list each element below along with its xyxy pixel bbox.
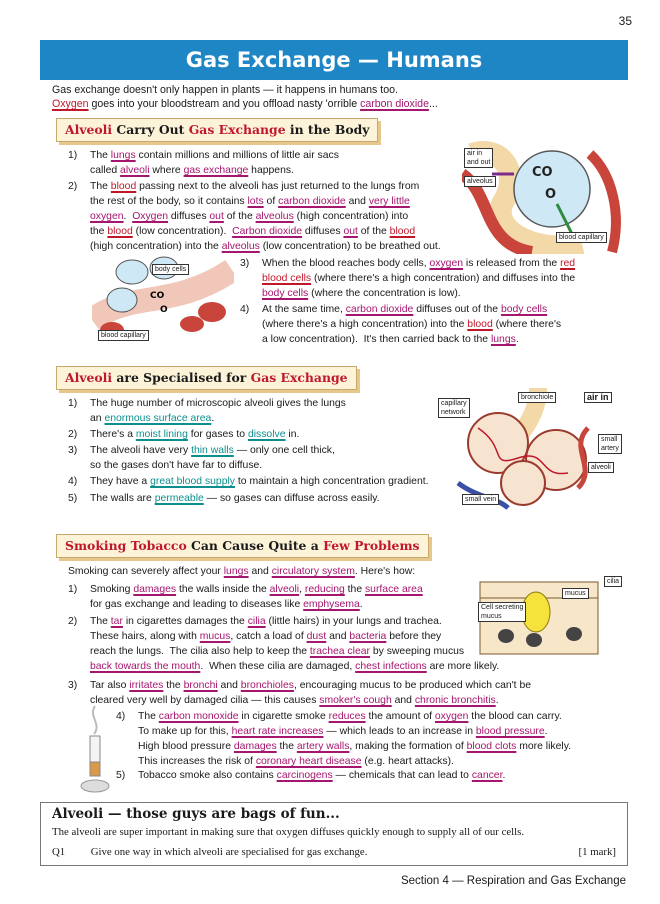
body-cells-diagram	[92, 250, 234, 342]
section-heading-smoking	[56, 534, 429, 558]
text-run: The	[90, 150, 111, 161]
text-run: an	[90, 413, 105, 424]
text-run: is released from the	[463, 258, 561, 269]
question-mark: [1 mark]	[578, 846, 616, 858]
text-line	[262, 302, 561, 317]
text-run: . When these cilia are damaged,	[200, 661, 356, 672]
intro-line-2	[52, 97, 438, 111]
text-run: in cigarette smoke	[238, 711, 329, 722]
keyword: oxygen	[434, 711, 469, 722]
alveoli-label: alveoli	[588, 462, 614, 473]
text-run: , encouraging mucus to be produced which can't be	[293, 680, 532, 691]
text-run: They have a	[90, 476, 151, 487]
keyword: moist lining	[135, 429, 188, 440]
air-in-out-label: air in and out	[464, 148, 493, 168]
keyword: trachea clear	[309, 646, 370, 657]
body-cells-label: body cells	[152, 264, 189, 275]
text-run: This increases the risk of	[138, 756, 256, 767]
keyword: cancer	[471, 770, 503, 781]
text-line	[262, 271, 575, 286]
point-4: 4) At the same time, carbon dioxide diffuses out of the body cells (where there's a high concentration) into the blood (where there's a low concentration). It's then carried back to the lungs.	[240, 304, 562, 345]
keyword: out	[209, 211, 224, 222]
keyword: great blood supply	[150, 476, 235, 487]
text-run: the	[276, 741, 297, 752]
text-run: the	[344, 584, 365, 595]
text-line	[90, 458, 335, 473]
cilia-label: cilia	[604, 576, 622, 587]
text-line	[90, 597, 423, 612]
small-vein-label: small vein	[462, 494, 499, 505]
text-run: To make up for this,	[138, 726, 232, 737]
text-run: called	[90, 165, 121, 176]
text-line	[90, 644, 499, 659]
keyword: Oxygen	[52, 98, 89, 110]
keyword: reduces	[328, 711, 366, 722]
text-run: The	[138, 711, 159, 722]
text-run: diffuses out of the	[413, 304, 501, 315]
text-run: These hairs, along with	[90, 631, 200, 642]
keyword: blood	[467, 319, 493, 330]
text-line	[138, 739, 571, 754]
text-run: diffuses	[302, 226, 344, 237]
text-line	[90, 629, 499, 644]
text-run: are more likely.	[426, 661, 500, 672]
keyword: tar	[110, 616, 123, 627]
summary-heading: Alveoli — those guys are bags of fun...	[52, 806, 340, 822]
keyword: emphysema	[303, 599, 360, 610]
heading-highlight: Smoking Tobacco	[65, 538, 187, 553]
text-line	[262, 317, 561, 332]
text-run: of the	[223, 211, 256, 222]
text-run: (high concentration) into	[293, 211, 409, 222]
keyword: damages	[233, 741, 277, 752]
smoke-point-4: 4) The carbon monoxide in cigarette smoke reduces the amount of oxygen the blood can carry. To make up for this, heart rate increases — which leads to an increase in blood pressure. High blood pressure damages the artery walls, making the formation of blood clots more likely. This increases the risk of coronary heart disease (e.g. heart attacks).	[116, 711, 572, 767]
point-2: 2) The blood passing next to the alveoli has just returned to the lungs from the rest of the body, so it contains lots of carbon dioxide and very little oxygen. Oxygen diffuses out of the alveolus (high concentration) into the blood (low concentration). Carbon dioxide diffuses out of the blood (high concentration) into the alveolus (low concentration) to be breathed out.	[68, 181, 441, 252]
text-run: happens.	[248, 165, 294, 176]
smoke-point-1: 1) Smoking damages the walls inside the alveoli, reducing the surface area for gas exchange and leading to diseases like emphysema.	[68, 584, 423, 610]
text-run: more likely.	[516, 741, 572, 752]
heading-highlight: Gas Exchange	[250, 370, 348, 385]
keyword: damages	[133, 584, 177, 595]
text-run: where	[149, 165, 184, 176]
capillary-network-label: capillary network	[438, 398, 470, 418]
text-line	[90, 678, 531, 693]
text-run: Tobacco smoke also contains	[138, 770, 277, 781]
text-run: Tar also	[90, 680, 130, 691]
text-run: (low concentration).	[132, 226, 233, 237]
text-run: before they	[386, 631, 442, 642]
smoking-intro	[68, 564, 415, 579]
text-line	[90, 396, 346, 411]
text-line	[262, 256, 575, 271]
text-run: .	[359, 599, 363, 610]
keyword: enormous surface area	[104, 413, 212, 424]
text-run: in.	[285, 429, 300, 440]
text-line	[90, 693, 531, 708]
text-line	[90, 582, 423, 597]
text-run: by sweeping mucus	[369, 646, 465, 657]
text-line	[90, 411, 346, 426]
keyword: lungs	[490, 334, 516, 345]
text-line	[90, 427, 299, 442]
text-run: At the same time,	[262, 304, 346, 315]
text-line	[138, 768, 505, 783]
keyword: body cells	[262, 288, 309, 299]
keyword: blood pressure	[475, 726, 545, 737]
text-run: (where there's	[492, 319, 562, 330]
text-line	[90, 224, 441, 239]
page-number: 35	[618, 14, 632, 28]
text-run: for gas exchange and leading to diseases like	[90, 599, 304, 610]
text-run: Carry Out	[112, 122, 189, 137]
text-line	[90, 614, 499, 629]
heading-highlight: Gas Exchange	[188, 122, 286, 137]
keyword: Oxygen	[132, 211, 168, 222]
text-line	[90, 163, 339, 178]
cilia-diagram	[476, 568, 626, 656]
keyword: dissolve	[247, 429, 286, 440]
text-run: the rest of the body, so it contains	[90, 196, 248, 207]
keyword: blood	[389, 226, 416, 237]
text-line	[90, 194, 441, 209]
text-run: and	[217, 680, 241, 691]
cigarette-illustration	[78, 702, 112, 794]
text-run: in cigarettes damages the	[122, 616, 248, 627]
keyword: alveolus	[255, 211, 294, 222]
text-run: (e.g. heart attacks).	[361, 756, 454, 767]
heading-highlight: Alveoli	[65, 122, 113, 137]
smoke-point-3: 3) Tar also irritates the bronchi and bronchioles, encouraging mucus to be produced which can't be cleared very well by damaged cilia — this causes smoker's cough and chronic bronchitis.	[68, 680, 532, 706]
heading-highlight: Few Problems	[323, 538, 420, 553]
keyword: chest infections	[355, 661, 427, 672]
mucus-cell-label: Cell secreting mucus	[478, 602, 526, 622]
keyword: gas exchange	[183, 165, 249, 176]
text-run: , making the formation of	[349, 741, 467, 752]
keyword: lots	[247, 196, 264, 207]
keyword: very little	[368, 196, 410, 207]
keyword: chronic bronchitis	[414, 695, 496, 706]
text-line	[90, 179, 441, 194]
keyword: blood	[107, 226, 133, 237]
text-line	[138, 709, 571, 724]
spec-point-1: 1) The huge number of microscopic alveoli gives the lungs an enormous surface area.	[68, 398, 346, 424]
text-run: — so gases can diffuse across easily.	[203, 493, 380, 504]
blood-capillary-label: blood capillary	[556, 232, 607, 243]
heading-highlight: Alveoli	[65, 370, 113, 385]
keyword: carbon dioxide	[345, 304, 414, 315]
air-in-label: air in	[584, 392, 612, 403]
alveolus-label: alveolus	[464, 176, 496, 187]
text-line	[90, 443, 335, 458]
text-run: of	[263, 196, 279, 207]
text-run: reach the lungs. The cilia also help to keep the	[90, 646, 310, 657]
keyword: heart rate increases	[231, 726, 324, 737]
question-number: Q1	[52, 846, 66, 858]
question-text: Give one way in which alveoli are specialised for gas exchange.	[90, 846, 368, 858]
text-run: goes into your bloodstream and you offload nasty 'orrible	[88, 98, 361, 110]
text-run: to maintain a high concentration gradient.	[235, 476, 429, 487]
spec-point-3: 3) The alveoli have very thin walls — only one cell thick, so the gases don't have far to diffuse.	[68, 445, 335, 471]
text-run: diffuses	[168, 211, 210, 222]
keyword: Carbon dioxide	[232, 226, 303, 237]
intro-line-1: Gas exchange doesn't only happen in plants — it happens in humans too.	[52, 84, 398, 96]
keyword: back towards the mouth	[90, 661, 201, 672]
keyword: circulatory system	[271, 566, 355, 577]
text-run: the amount of	[365, 711, 435, 722]
keyword: blood cells	[262, 273, 312, 284]
text-run: in the Body	[285, 122, 370, 137]
text-run: and	[248, 566, 272, 577]
text-run: ...	[428, 98, 438, 110]
text-line	[90, 148, 339, 163]
co-label: CO	[532, 165, 553, 180]
keyword: lungs	[110, 150, 136, 161]
text-run: the	[90, 226, 108, 237]
text-run: Smoking	[90, 584, 134, 595]
section-heading-alveoli-gas-exchange	[56, 118, 378, 142]
small-artery-label: small artery	[598, 434, 622, 454]
text-run: .	[211, 413, 215, 424]
text-run: and	[326, 631, 350, 642]
text-line	[90, 209, 441, 224]
text-run: .	[495, 695, 499, 706]
keyword: smoker's cough	[319, 695, 392, 706]
o-label: O	[545, 187, 557, 202]
text-run: Can Cause Quite a	[186, 538, 324, 553]
keyword: oxygen	[90, 211, 124, 222]
keyword: blood	[110, 181, 137, 192]
text-run: .	[515, 334, 519, 345]
text-run: The walls are	[90, 493, 155, 504]
text-run: Smoking can severely affect your	[68, 566, 224, 577]
smoke-point-2: 2) The tar in cigarettes damages the cilia (little hairs) in your lungs and trachea. These hairs, along with mucus, catch a load of dust and bacteria before they reach the lungs. The cilia also help to keep the trachea clear by sweeping mucus back towards the mouth. When these cilia are damaged, chest infections are more likely.	[68, 616, 500, 672]
text-run: .	[502, 770, 506, 781]
text-line	[138, 754, 571, 769]
alveoli-cluster-diagram	[438, 388, 626, 510]
intro	[52, 83, 438, 111]
text-run: (low concentration) to be breathed out.	[259, 241, 441, 252]
text-line	[138, 724, 571, 739]
mucus-label: mucus	[562, 588, 589, 599]
text-run: ,	[299, 584, 305, 595]
point-1: 1) The lungs contain millions and millions of little air sacs called alveoli where gas exchange happens.	[68, 150, 339, 176]
spec-point-2: 2) There's a moist lining for gases to dissolve in.	[68, 429, 300, 440]
text-run: The	[90, 181, 111, 192]
keyword: bronchioles	[240, 680, 294, 691]
text-run: a low concentration). It's then carried back to the	[262, 334, 491, 345]
text-run: the blood can carry.	[468, 711, 562, 722]
keyword: alveolus	[221, 241, 260, 252]
text-run: High blood pressure	[138, 741, 234, 752]
keyword: irritates	[129, 680, 164, 691]
page-title: Gas Exchange — Humans	[40, 40, 628, 80]
text-line	[262, 332, 561, 347]
section-footer: Section 4 — Respiration and Gas Exchange	[400, 875, 626, 887]
text-run: and	[345, 196, 369, 207]
keyword: carcinogens	[276, 770, 333, 781]
text-run: (high concentration) into the	[90, 241, 222, 252]
text-run: (little hairs) in your lungs and trachea.	[265, 616, 442, 627]
keyword: oxygen	[429, 258, 464, 269]
section-heading-alveoli-specialised	[56, 366, 357, 390]
text-run: — only one cell thick,	[233, 445, 335, 456]
keyword: alveoli	[120, 165, 150, 176]
keyword: permeable	[154, 493, 204, 504]
keyword: lungs	[223, 566, 249, 577]
text-run: — which leads to an increase in	[323, 726, 476, 737]
text-run: The alveoli have very	[90, 445, 192, 456]
keyword: bronchi	[183, 680, 218, 691]
keyword: carbon dioxide	[278, 196, 346, 207]
question-row	[52, 846, 616, 858]
keyword: artery walls	[296, 741, 350, 752]
text-run: The huge number of microscopic alveoli gives the lungs	[90, 398, 346, 409]
text-run: . Here's how:	[354, 566, 416, 577]
text-run: so the gases don't have far to diffuse.	[90, 460, 263, 471]
summary-text: The alveoli are super important in making sure that oxygen diffuses quickly enough to supply all of our cells.	[52, 826, 525, 838]
smoke-point-5: 5) Tobacco smoke also contains carcinogens — chemicals that can lead to cancer.	[116, 770, 506, 781]
text-line	[90, 491, 380, 506]
co-label-2: CO	[150, 291, 165, 301]
text-run: are Specialised for	[112, 370, 251, 385]
text-run: for gases to	[187, 429, 248, 440]
text-run: cleared very well by damaged cilia — this causes	[90, 695, 320, 706]
keyword: reducing	[304, 584, 345, 595]
text-run: the	[163, 680, 184, 691]
text-line	[90, 474, 429, 489]
text-line	[262, 286, 575, 301]
text-line	[90, 659, 499, 674]
keyword: carbon dioxide	[360, 98, 429, 110]
keyword: out	[343, 226, 358, 237]
text-run: , catch a load of	[230, 631, 307, 642]
alveolus-diagram	[462, 134, 626, 254]
text-run: There's a	[90, 429, 136, 440]
text-run: .	[123, 211, 133, 222]
text-run: .	[544, 726, 548, 737]
text-run: the walls inside the	[176, 584, 270, 595]
text-run: (where the concentration is low).	[308, 288, 461, 299]
point-3: 3) When the blood reaches body cells, oxygen is released from the red blood cells (where there's a high concentration) and diffuses into the body cells (where the concentration is low).	[240, 258, 576, 299]
spec-point-5: 5) The walls are permeable — so gases can diffuse across easily.	[68, 493, 380, 504]
keyword: blood clots	[466, 741, 517, 752]
keyword: red	[560, 258, 576, 269]
keyword: bacteria	[349, 631, 387, 642]
keyword: dust	[306, 631, 327, 642]
keyword: surface area	[364, 584, 423, 595]
keyword: cilia	[247, 616, 266, 627]
text-run: — chemicals that can lead to	[332, 770, 472, 781]
keyword: coronary heart disease	[255, 756, 362, 767]
text-run: of the	[357, 226, 390, 237]
text-run: passing next to the alveoli has just returned to the lungs from	[136, 181, 420, 192]
keyword: mucus	[199, 631, 231, 642]
text-run: The	[90, 616, 111, 627]
text-run: and	[391, 695, 415, 706]
keyword: alveoli	[269, 584, 300, 595]
keyword: body cells	[500, 304, 548, 315]
keyword: carbon monoxide	[158, 711, 239, 722]
o-label-2: O	[160, 305, 168, 315]
text-run: (where there's a high concentration) into the	[262, 319, 468, 330]
cigarette-icon	[78, 702, 112, 794]
blood-capillary-label-2: blood capillary	[98, 330, 149, 341]
spec-point-4: 4) They have a great blood supply to maintain a high concentration gradient.	[68, 476, 429, 487]
bronchiole-label: bronchiole	[518, 392, 556, 403]
text-run: (where there's a high concentration) and diffuses into the	[311, 273, 576, 284]
text-run: When the blood reaches body cells,	[262, 258, 430, 269]
text-run: contain millions and millions of little air sacs	[135, 150, 339, 161]
keyword: thin walls	[191, 445, 234, 456]
